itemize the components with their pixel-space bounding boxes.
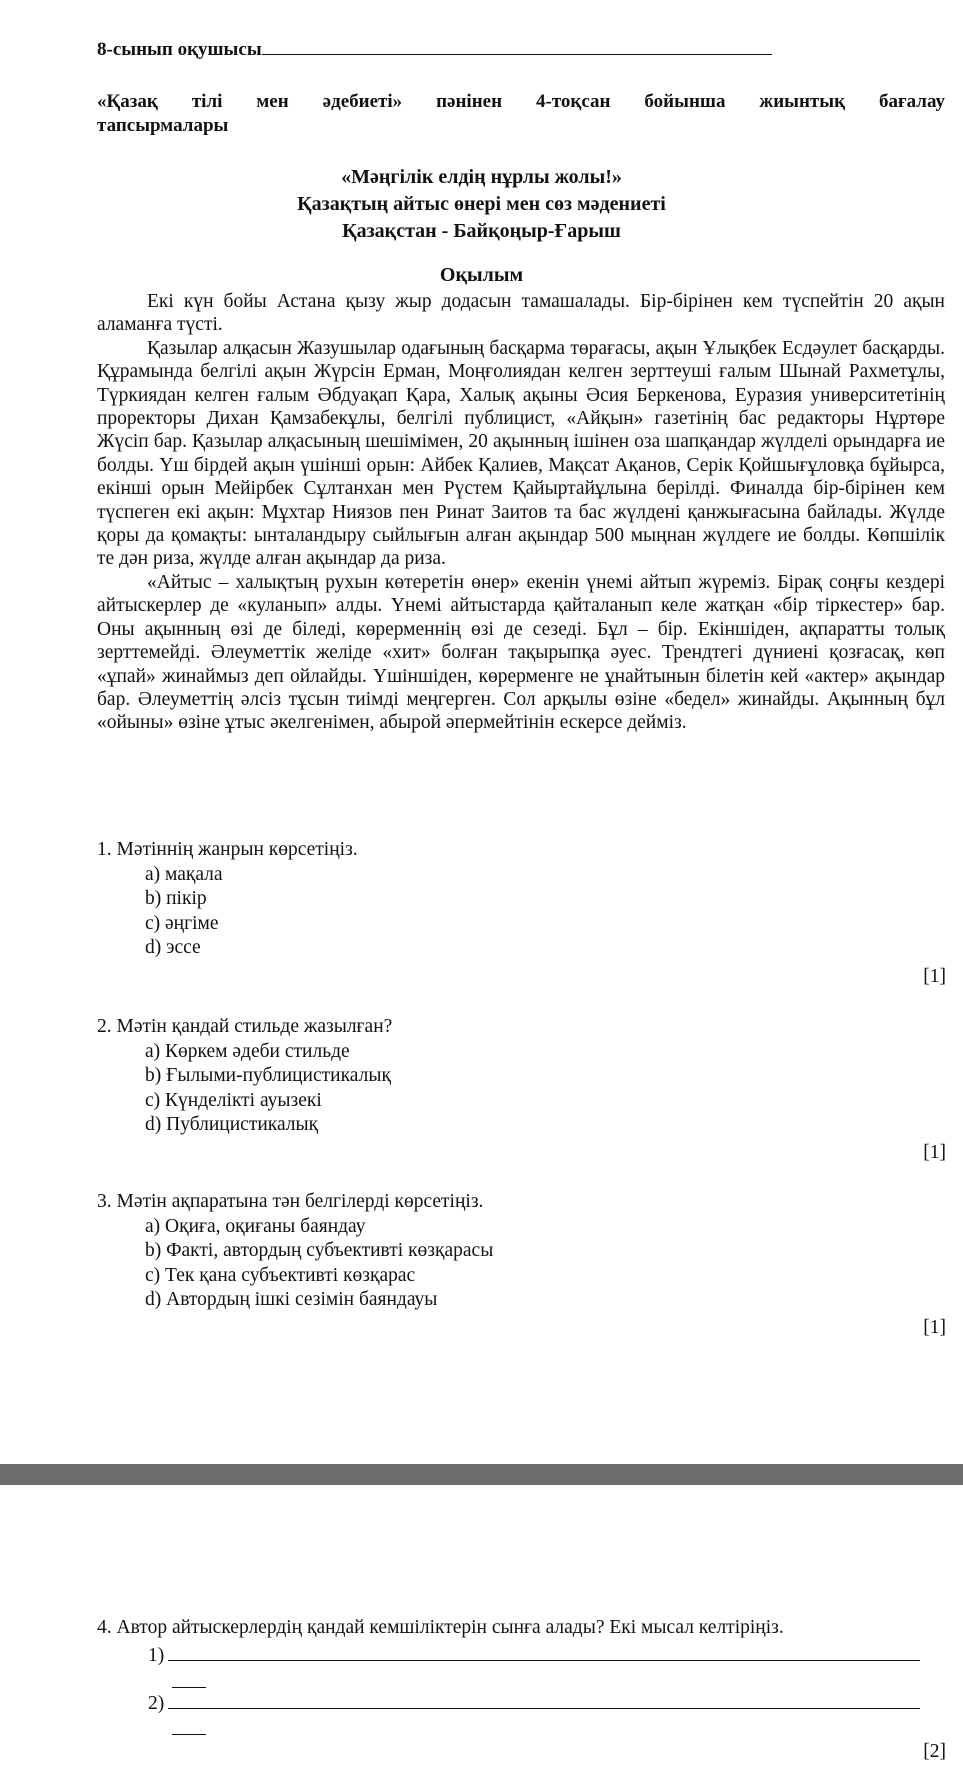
- answer-1-blank[interactable]: [168, 1642, 920, 1661]
- option-a[interactable]: a) Оқиға, оқиғаны баяндау: [145, 1215, 366, 1237]
- question-1: [97, 838, 358, 961]
- page-break-band: [0, 1464, 963, 1485]
- question-3-score: [1]: [923, 1317, 946, 1338]
- topic-title-1: «Мәңгілік елдің нұрлы жолы!»: [341, 166, 622, 188]
- option-b[interactable]: b) пікір: [145, 888, 207, 909]
- answer-2-blank[interactable]: [168, 1690, 920, 1709]
- question-3-text: 3. Мәтін ақпаратына тән белгілерді көрсетіңіз.: [97, 1191, 484, 1212]
- option-b[interactable]: b) Факті, автордың субъективті көзқарасы: [145, 1240, 494, 1261]
- subject-title-line2: тапсырмалары: [97, 115, 229, 136]
- topic-titles: [0, 164, 963, 245]
- question-4-text: 4. Автор айтыскерлердің қандай кемшіліктерін сынға алады? Екі мысал келтіріңіз.: [97, 1617, 784, 1638]
- paragraph-1: Екі күн бойы Астана қызу жыр додасын тамашалады. Бір-бірінен кем түспейтін 20 ақын аламанға түсті.: [97, 291, 945, 336]
- option-b[interactable]: b) Ғылыми-публицистикалық: [145, 1065, 391, 1086]
- option-a[interactable]: a) Көркем әдеби стильде: [145, 1040, 350, 1062]
- question-1-options: [145, 863, 358, 961]
- reading-text: [97, 290, 945, 735]
- question-4-score: [2]: [923, 1741, 946, 1762]
- question-2: [97, 1015, 392, 1138]
- topic-title-2: Қазақтың айтыс өнері мен сөз мәдениеті: [297, 193, 666, 215]
- section-heading: Оқылым: [439, 264, 524, 286]
- question-1-text: 1. Мәтіннің жанрын көрсетіңіз.: [97, 839, 358, 860]
- option-c[interactable]: c) Күнделікті ауызекі: [145, 1089, 322, 1111]
- answer-1-label: 1): [148, 1645, 165, 1666]
- answer-line-1[interactable]: [148, 1642, 920, 1667]
- answer-line-2[interactable]: [148, 1690, 920, 1715]
- answer-2-label: 2): [148, 1693, 165, 1714]
- answer-1-tail-line: [172, 1687, 206, 1688]
- question-3-options: [145, 1215, 493, 1313]
- question-3: [97, 1190, 493, 1313]
- option-d[interactable]: d) Публицистикалық: [145, 1114, 319, 1135]
- option-d[interactable]: d) эссе: [145, 937, 201, 958]
- answer-2-tail-line: [172, 1734, 206, 1735]
- option-d[interactable]: d) Автордың ішкі сезімін баяндауы: [145, 1289, 438, 1310]
- option-c[interactable]: c) әңгіме: [145, 912, 219, 934]
- question-2-options: [145, 1040, 392, 1138]
- question-2-text: 2. Мәтін қандай стильде жазылған?: [97, 1016, 393, 1037]
- question-2-score: [1]: [923, 1142, 946, 1163]
- paragraph-2: Қазылар алқасын Жазушылар одағының басқарма төрағасы, ақын Ұлықбек Есдәулет басқарды. Құрамында белгілі ақын Жүрсін Ерман, Моңғолиядан келген зерттеуші ғалым Шынай Рахметұлы, Түркиядан келген ғалым Әбдуақап Қара, Халық ақыны Әсия Беркенова, Еуразия университетінің проректоры Дихан Қамзабекұлы, белгілі публицист, «Айқын» газетінің бас редакторы Нұртөре Жүсіп бар. Қазылар алқасының шешімімен, 20 ақынның ішінен оза шапқандар жүлделі орындарға ие болды. Үш бірдей ақын үшінші орын: Айбек Қалиев, Мақсат Ақанов, Серік Қойшығұловқа бұйырса, екінші орын Мейірбек Сұлтанхан мен Рүстем Қайыртайұлына берілді. Финалда бір-бірінен кем түспеген екі ақын: Мұхтар Ниязов пен Ринат Заитов та бас жүлдені қанжығасына байлады. Жүлде қоры да қомақты: ынталандыру сыйлығын алған ақындар 500 мыңнан жүлдеге ие болды. Көпшілік те дән риза, жүлде алған ақындар да риза.: [97, 337, 945, 570]
- topic-title-3: Қазақстан - Байқоңыр-Ғарыш: [342, 220, 621, 242]
- name-blank-line: [262, 38, 772, 55]
- subject-title-line1: «Қазақ тілі мен әдебиеті» пәнінен 4-тоқсан бойынша жиынтық бағалау: [97, 91, 945, 112]
- grade-label: 8-сынып оқушысы: [97, 39, 262, 60]
- option-c[interactable]: c) Тек қана субъективті көзқарас: [145, 1264, 416, 1286]
- question-1-score: [1]: [923, 966, 946, 987]
- paragraph-3: «Айтыс – халықтың рухын көтеретін өнер» екенін үнемі айтып жүреміз. Бірақ соңғы кездері айтыскерлер де «куланып» алды. Үнемі айтыстарда қайталанып келе жатқан «бір тіркестер» бар. Оны ақынның өзі де біледі, көрерменнің өзі де сезеді. Бұл – бір. Екіншіден, ақпаратты толық зерттемейді. Әлеуметтік желіде «хит» болған тақырыпқа әуес. Трендтегі дүниені қозғасақ, көп «ұпай» жинаймыз деп ойлайды. Үшіншіден, көрерменге не ұнайтынын білетін кей «актер» ақындар бар. Әлеуметтің әлсіз тұсын тиімді меңгерген. Сол арқылы өзіне «бедел» жинайды. Ақынның бұл «ойыны» өзіне ұтыс әкелгенімен, абырой әпермейтінін ескерсе дейміз.: [97, 571, 945, 734]
- student-grade-line: [97, 38, 772, 61]
- option-a[interactable]: a) мақала: [145, 863, 223, 885]
